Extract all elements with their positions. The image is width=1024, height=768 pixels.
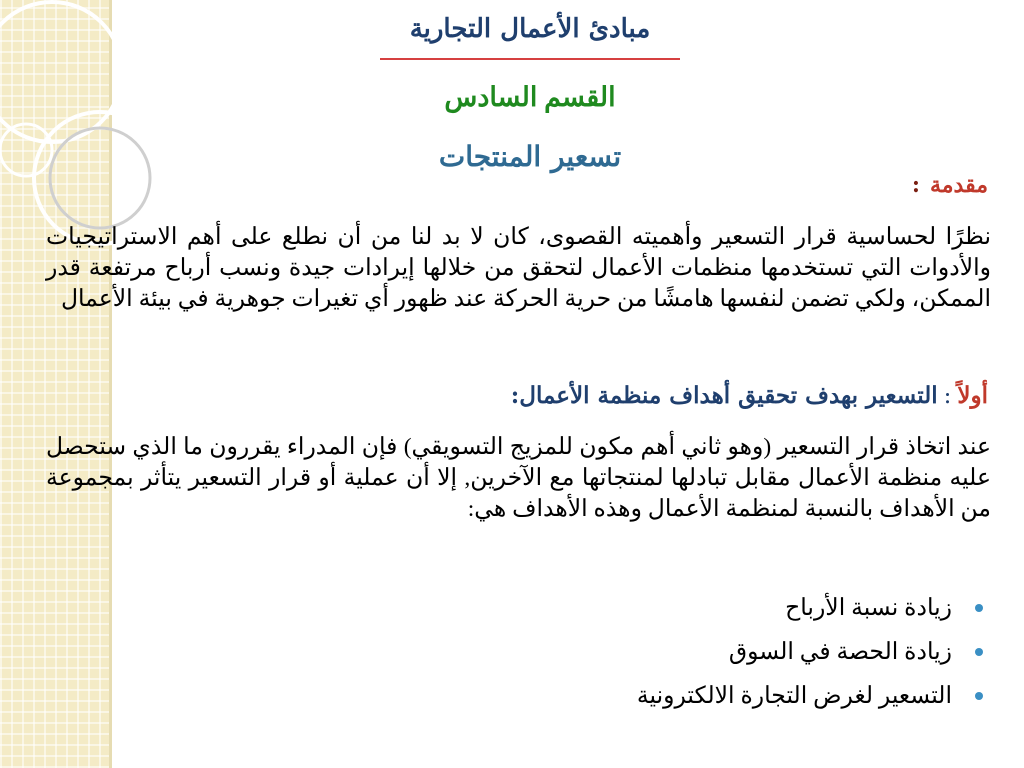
objective-separator: : xyxy=(943,383,952,409)
bullet-dot-icon xyxy=(975,692,983,700)
list-item xyxy=(637,586,988,630)
objective-ordinal: أولاً xyxy=(957,382,988,409)
intro-colon: : xyxy=(911,172,920,198)
list-item-text: التسعير لغرض التجارة الالكترونية xyxy=(636,683,952,709)
decorative-circle xyxy=(0,124,52,176)
list-item xyxy=(637,674,988,718)
objective-heading: التسعير بهدف تحقيق أهداف منظمة الأعمال: xyxy=(510,382,938,409)
objectives-list xyxy=(637,586,988,718)
list-item-text: زيادة الحصة في السوق xyxy=(728,639,952,665)
topic-title: تسعير المنتجات xyxy=(438,140,622,173)
objective-heading-row xyxy=(511,382,988,409)
title-underline xyxy=(380,58,680,60)
list-item xyxy=(637,630,988,674)
intro-paragraph: نظرًا لحساسية قرار التسعير وأهميته القصوى، كان لا بد لنا من أن نطلع على أهم الاستراتيجيات والأدوات التي تستخدمها منظمات الأعمال لتحقق من خلالها إيرادات جيدة ونسب أرباح مرتفعة قدر الممكن، ولكي تضمن لنفسها هامشًا من حرية الحركة عند ظهور أي تغيرات جوهرية في بيئة الأعمال xyxy=(46,224,991,312)
decorative-circle xyxy=(0,2,122,142)
list-item-text: زيادة نسبة الأرباح xyxy=(785,595,952,621)
slide-title: مبادئ الأعمال التجارية xyxy=(409,14,651,44)
decorative-circles xyxy=(0,0,160,260)
section-label: القسم السادس xyxy=(444,82,616,112)
objective-paragraph: عند اتخاذ قرار التسعير (وهو ثاني أهم مكون للمزيج التسويقي) فإن المدراء يقررون ما الذي ستحصل عليه منظمة الأعمال مقابل تبادلها لمنتجاتها مع الآخرين, إلا أن عملية أو قرار التسعير يتأثر بمجموعة من الأهداف بالنسبة لمنظمة الأعمال وهذه الأهداف هي: xyxy=(46,434,991,522)
intro-heading: مقدمة xyxy=(929,172,988,198)
decorative-circle xyxy=(50,128,150,228)
bullet-dot-icon xyxy=(975,604,983,612)
intro-heading-row xyxy=(912,172,988,198)
bullet-dot-icon xyxy=(975,648,983,656)
